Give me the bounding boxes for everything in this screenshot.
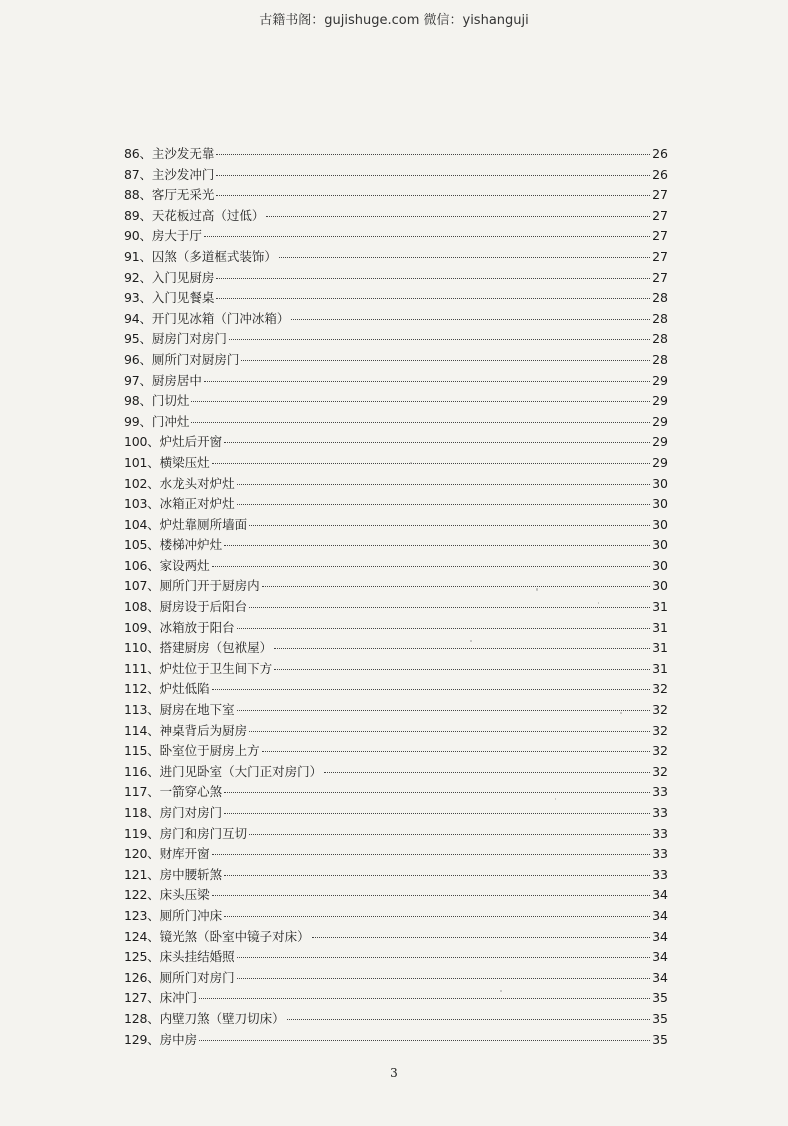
toc-entry-number: 122、	[124, 887, 160, 903]
toc-entry-number: 117、	[124, 784, 160, 800]
toc-entry-number: 107、	[124, 578, 160, 594]
toc-entry-number: 93、	[124, 290, 152, 306]
toc-entry	[124, 391, 668, 412]
toc-entry-title: 房门对房门	[159, 805, 223, 820]
toc-entry-number: 115、	[124, 743, 160, 759]
toc-entry-number: 92、	[124, 269, 152, 285]
dot-leader	[199, 1040, 650, 1041]
dot-leader	[237, 504, 650, 505]
toc-entry-number: 99、	[124, 413, 152, 429]
toc-entry-number: 112、	[124, 681, 160, 697]
toc-entry-page: 27	[652, 228, 668, 244]
toc-entry-title: 囚煞（多道框式装饰）	[151, 248, 277, 264]
toc-entry-number: 97、	[124, 372, 152, 388]
toc-entry-page: 33	[652, 866, 668, 882]
toc-entry-title: 神桌背后为厨房	[159, 722, 248, 738]
toc-entry-title: 炉灶位于卫生间下方	[159, 660, 273, 676]
toc-entry-number: 89、	[124, 207, 152, 223]
toc-entry-number: 105、	[124, 537, 160, 553]
scan-speck	[536, 588, 538, 591]
toc-entry-number: 101、	[124, 454, 160, 470]
toc-entry-page: 27	[652, 187, 668, 203]
toc-entry-number: 90、	[124, 228, 152, 244]
toc-entry-title: 楼梯冲炉灶	[159, 537, 223, 553]
toc-entry-title: 财库开窗	[159, 846, 210, 862]
toc-entry-number: 102、	[124, 475, 160, 491]
toc-entry-page: 33	[652, 825, 668, 841]
dot-leader	[266, 216, 650, 217]
toc-entry-page: 27	[652, 207, 668, 223]
toc-entry-page: 29	[652, 372, 668, 388]
toc-entry-page: 35	[652, 1010, 668, 1026]
dot-leader	[249, 525, 650, 526]
toc-entry-number: 100、	[124, 434, 160, 450]
toc-entry-number: 120、	[124, 846, 160, 862]
toc-entry-title: 家设两灶	[159, 557, 210, 573]
toc-entry-title: 门冲灶	[151, 413, 190, 429]
scan-speck	[555, 798, 556, 800]
dot-leader	[224, 545, 650, 546]
toc-entry-title: 房门和房门互切	[159, 825, 248, 841]
dot-leader	[216, 175, 650, 176]
toc-entry-number: 127、	[124, 990, 160, 1006]
toc-entry-number: 98、	[124, 393, 152, 409]
toc-entry-title: 炉灶靠厕所墙面	[159, 516, 248, 532]
toc-entry-number: 114、	[124, 722, 160, 738]
toc-entry-title: 开门见冰箱（门冲冰箱）	[151, 310, 290, 326]
dot-leader	[237, 978, 650, 979]
toc-entry	[124, 721, 668, 742]
toc-entry	[124, 412, 668, 433]
toc-entry-page: 30	[652, 557, 668, 573]
toc-entry	[124, 741, 668, 762]
dot-leader	[287, 1019, 650, 1020]
toc-entry-number: 94、	[124, 310, 152, 326]
dot-leader	[229, 339, 650, 340]
toc-entry-page: 33	[652, 805, 668, 820]
toc-entry	[124, 597, 668, 618]
dot-leader	[224, 442, 650, 443]
dot-leader	[212, 566, 650, 567]
toc-entry-number: 95、	[124, 331, 152, 347]
toc-entry-title: 房中房	[159, 1031, 198, 1047]
toc-entry-title: 炉灶后开窗	[159, 434, 223, 450]
dot-leader	[199, 998, 650, 999]
toc-entry-number: 119、	[124, 825, 160, 841]
toc-entry-title: 厕所门对房门	[159, 969, 235, 985]
toc-entry-number: 121、	[124, 866, 160, 882]
toc-entry-title: 门切灶	[151, 393, 190, 409]
toc-entry-title: 客厅无采光	[151, 187, 215, 203]
toc-entry	[124, 762, 668, 783]
dot-leader	[274, 648, 650, 649]
toc-entry-title: 冰箱正对炉灶	[159, 496, 235, 512]
page-number: 3	[390, 1066, 398, 1080]
toc-entry-page: 32	[652, 681, 668, 697]
toc-entry	[124, 638, 668, 659]
toc-entry-page: 35	[652, 1031, 668, 1047]
toc-entry-title: 床头压梁	[159, 887, 210, 903]
toc-entry-number: 116、	[124, 763, 160, 779]
dot-leader	[249, 731, 650, 732]
toc-entry-page: 27	[652, 269, 668, 285]
toc-entry-page: 32	[652, 702, 668, 718]
dot-leader	[249, 834, 650, 835]
dot-leader	[237, 484, 650, 485]
toc-entry-title: 内壁刀煞（壁刀切床）	[159, 1010, 285, 1026]
toc-entry	[124, 329, 668, 350]
toc-entry-number: 124、	[124, 928, 160, 944]
toc-entry	[124, 988, 668, 1009]
dot-leader	[191, 401, 650, 402]
toc-entry-page: 31	[652, 619, 668, 635]
dot-leader	[212, 895, 650, 896]
dot-leader	[204, 381, 650, 382]
dot-leader	[279, 257, 650, 258]
toc-entry-number: 128、	[124, 1010, 160, 1026]
dot-leader	[312, 937, 650, 938]
toc-entry-page: 30	[652, 537, 668, 553]
dot-leader	[224, 916, 650, 917]
toc-entry-title: 冰箱放于阳台	[159, 619, 235, 635]
toc-entry-page: 29	[652, 454, 668, 470]
toc-entry	[124, 824, 668, 845]
toc-entry-page: 27	[652, 248, 668, 264]
toc-entry-title: 厨房居中	[151, 372, 202, 388]
toc-entry-title: 入门见厨房	[151, 269, 215, 285]
toc-entry-title: 厨房在地下室	[159, 702, 235, 718]
dot-leader	[237, 957, 650, 958]
dot-leader	[212, 689, 650, 690]
toc-entry-page: 31	[652, 640, 668, 656]
toc-entry	[124, 515, 668, 536]
toc-entry	[124, 371, 668, 392]
toc-entry	[124, 927, 668, 948]
toc-entry-title: 入门见餐桌	[151, 290, 215, 306]
toc-entry-title: 横梁压灶	[159, 454, 210, 470]
dot-leader	[237, 710, 650, 711]
table-of-contents	[124, 144, 668, 1050]
dot-leader	[262, 586, 650, 587]
dot-leader	[237, 628, 650, 629]
toc-entry-title: 厕所门开于厨房内	[159, 578, 260, 594]
toc-entry	[124, 474, 668, 495]
toc-entry	[124, 865, 668, 886]
dot-leader	[291, 319, 650, 320]
toc-entry-page: 29	[652, 393, 668, 409]
toc-entry-number: 123、	[124, 907, 160, 923]
toc-entry-number: 110、	[124, 640, 160, 656]
toc-entry-page: 32	[652, 743, 668, 759]
dot-leader	[191, 422, 650, 423]
toc-entry-page: 32	[652, 763, 668, 779]
toc-entry-page: 34	[652, 949, 668, 965]
toc-entry-number: 108、	[124, 599, 160, 615]
toc-entry	[124, 1009, 668, 1030]
toc-entry	[124, 206, 668, 227]
toc-entry-title: 房大于厅	[151, 228, 202, 244]
dot-leader	[274, 669, 650, 670]
toc-entry-page: 30	[652, 475, 668, 491]
scan-speck	[500, 990, 502, 992]
dot-leader	[262, 751, 650, 752]
toc-entry-number: 126、	[124, 969, 160, 985]
toc-entry	[124, 885, 668, 906]
dot-leader	[249, 607, 650, 608]
toc-entry-page: 30	[652, 578, 668, 594]
toc-entry-title: 水龙头对炉灶	[159, 475, 235, 491]
toc-entry	[124, 1030, 668, 1051]
toc-entry-title: 厕所门对厨房门	[151, 351, 240, 367]
dot-leader	[216, 154, 650, 155]
toc-entry-page: 33	[652, 784, 668, 800]
toc-entry-page: 28	[652, 331, 668, 347]
toc-entry-page: 34	[652, 928, 668, 944]
toc-entry-page: 34	[652, 887, 668, 903]
toc-entry-number: 91、	[124, 248, 152, 264]
toc-entry-page: 28	[652, 351, 668, 367]
toc-entry-page: 28	[652, 310, 668, 326]
toc-entry-page: 26	[652, 166, 668, 182]
toc-entry-title: 进门见卧室（大门正对房门）	[159, 763, 323, 779]
scan-speck	[598, 602, 599, 604]
dot-leader	[216, 298, 650, 299]
dot-leader	[241, 360, 650, 361]
dot-leader	[216, 278, 650, 279]
toc-entry	[124, 947, 668, 968]
toc-entry-title: 炉灶低陷	[159, 681, 210, 697]
toc-entry	[124, 494, 668, 515]
toc-entry	[124, 700, 668, 721]
toc-entry-title: 镜光煞（卧室中镜子对床）	[159, 928, 310, 944]
toc-entry-title: 房中腰斩煞	[159, 866, 223, 882]
toc-entry	[124, 906, 668, 927]
toc-entry	[124, 247, 668, 268]
toc-entry	[124, 185, 668, 206]
dot-leader	[216, 195, 650, 196]
toc-entry-number: 106、	[124, 557, 160, 573]
toc-entry-number: 104、	[124, 516, 160, 532]
toc-entry-page: 28	[652, 290, 668, 306]
dot-leader	[224, 875, 650, 876]
toc-entry-number: 125、	[124, 949, 160, 965]
toc-entry-page: 32	[652, 722, 668, 738]
toc-entry	[124, 618, 668, 639]
toc-entry-page: 29	[652, 413, 668, 429]
toc-entry-page: 34	[652, 969, 668, 985]
toc-entry	[124, 803, 668, 824]
toc-entry-number: 103、	[124, 496, 160, 512]
toc-entry-page: 26	[652, 146, 668, 161]
toc-entry	[124, 144, 668, 165]
toc-entry	[124, 226, 668, 247]
scan-speck	[410, 462, 412, 464]
toc-entry	[124, 535, 668, 556]
toc-entry-title: 主沙发无靠	[151, 146, 215, 161]
toc-entry-title: 床头挂结婚照	[159, 949, 235, 965]
toc-entry-number: 129、	[124, 1031, 160, 1047]
toc-entry-title: 搭建厨房（包袱屋）	[159, 640, 273, 656]
dot-leader	[204, 236, 650, 237]
toc-entry-page: 29	[652, 434, 668, 450]
toc-entry	[124, 453, 668, 474]
dot-leader	[224, 813, 650, 814]
dot-leader	[324, 772, 650, 773]
toc-entry	[124, 268, 668, 289]
toc-entry	[124, 432, 668, 453]
toc-entry	[124, 165, 668, 186]
toc-entry-title: 床冲门	[159, 990, 198, 1006]
toc-entry-page: 33	[652, 846, 668, 862]
scan-speck	[470, 640, 472, 642]
toc-entry-title: 厨房门对房门	[151, 331, 227, 347]
toc-entry-page: 30	[652, 516, 668, 532]
page-header-watermark: 古籍书阁：gujishuge.com 微信：yishanguji	[259, 13, 529, 28]
toc-entry	[124, 659, 668, 680]
toc-entry-page: 30	[652, 496, 668, 512]
toc-entry-page: 35	[652, 990, 668, 1006]
toc-entry	[124, 968, 668, 989]
toc-entry-number: 96、	[124, 351, 152, 367]
toc-entry-title: 天花板过高（过低）	[151, 207, 265, 223]
toc-entry-title: 主沙发冲门	[151, 166, 215, 182]
toc-entry	[124, 679, 668, 700]
toc-entry	[124, 844, 668, 865]
toc-entry-number: 113、	[124, 702, 160, 718]
dot-leader	[224, 792, 650, 793]
toc-entry-title: 一箭穿心煞	[159, 784, 223, 800]
toc-entry-page: 31	[652, 599, 668, 615]
toc-entry-title: 厨房设于后阳台	[159, 599, 248, 615]
toc-entry-number: 86、	[124, 146, 152, 161]
toc-entry-number: 88、	[124, 187, 152, 203]
toc-entry-title: 厕所门冲床	[159, 907, 223, 923]
toc-entry-number: 87、	[124, 166, 152, 182]
toc-entry	[124, 556, 668, 577]
scan-speck	[620, 712, 622, 714]
toc-entry-number: 109、	[124, 619, 160, 635]
toc-entry	[124, 288, 668, 309]
toc-entry	[124, 350, 668, 371]
toc-entry-page: 34	[652, 907, 668, 923]
toc-entry-number: 111、	[124, 660, 160, 676]
toc-entry	[124, 782, 668, 803]
toc-entry	[124, 309, 668, 330]
toc-entry	[124, 576, 668, 597]
dot-leader	[212, 854, 650, 855]
toc-entry-page: 31	[652, 660, 668, 676]
dot-leader	[212, 463, 650, 464]
toc-entry-number: 118、	[124, 805, 160, 820]
toc-entry-title: 卧室位于厨房上方	[159, 743, 260, 759]
